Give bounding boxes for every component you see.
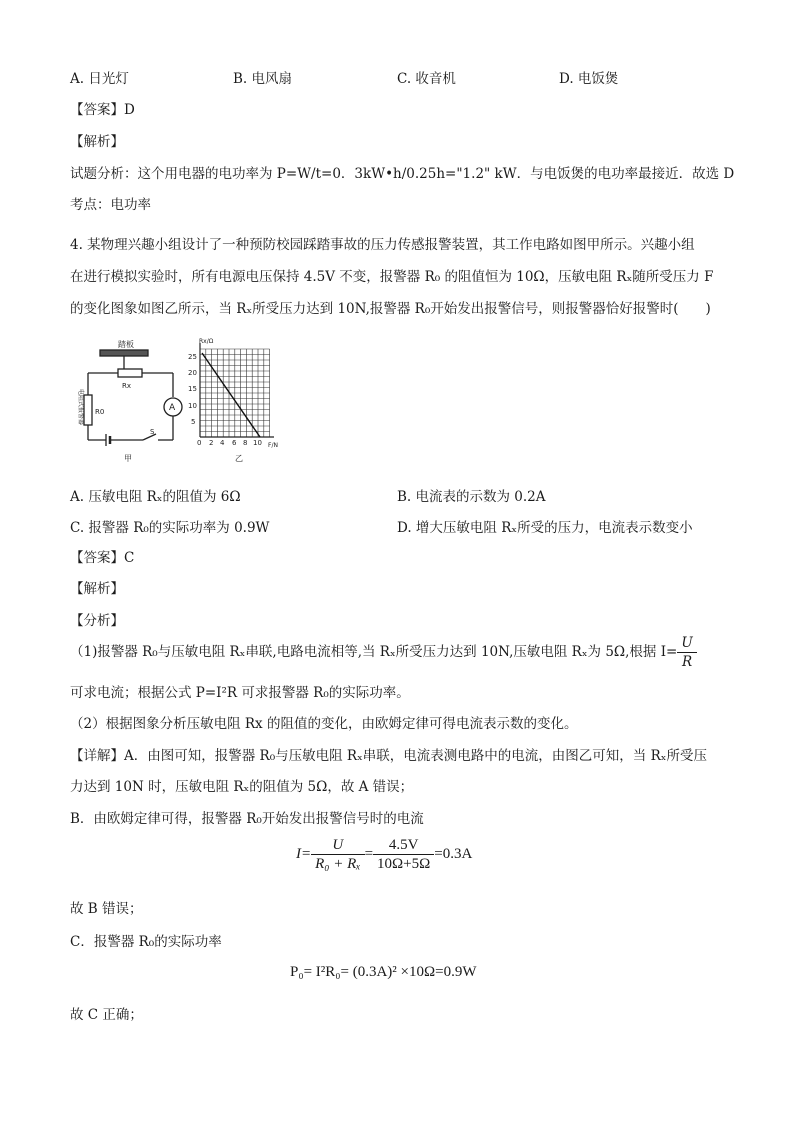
q4-figure xyxy=(78,335,300,465)
q4-option-d: D. 增大压敏电阻 Rₓ所受的压力，电流表示数变小 xyxy=(397,520,693,536)
q4-option-c: C. 报警器 R₀的实际功率为 0.9W xyxy=(70,520,270,536)
part-c-end: 故 C 正确； xyxy=(70,1007,143,1023)
eq1-frac2 xyxy=(373,836,434,873)
fig-jia-label: 甲 xyxy=(124,454,132,463)
x-tick: 4 xyxy=(220,439,225,447)
q4-answer: 【答案】C xyxy=(70,550,135,566)
option-a: A. 日光灯 xyxy=(70,71,129,87)
eq1-num2: 4.5V xyxy=(373,836,434,855)
q3-analysis-text: 试题分析：这个用电器的电功率为 P=W/t=0．3kW•h/0.25h="1.2" kW．与电饭煲的电功率最接近．故选 D xyxy=(70,166,735,182)
part-b-heading: B．由欧姆定律可得，报警器 R₀开始发出报警信号时的电流 xyxy=(70,811,424,827)
x-tick: 0 xyxy=(197,439,202,447)
plate-shape xyxy=(100,350,148,356)
eq1-equals: = xyxy=(364,845,374,862)
frac-denominator: R xyxy=(681,654,693,670)
q3-answer: 【答案】D xyxy=(70,102,135,118)
rx-label: Rx xyxy=(122,382,132,390)
q3-analysis-heading: 【解析】 xyxy=(70,134,124,150)
y-tick: 15 xyxy=(188,385,197,393)
option-b: B. 电风扇 xyxy=(233,71,293,87)
eq1-lhs: I= xyxy=(296,845,312,862)
eq1-den: R₀ + Rₓ xyxy=(315,856,361,872)
part-c-heading: C．报警器 R₀的实际功率 xyxy=(70,934,222,950)
q4-stem-line2: 在进行模拟实验时，所有电源电压保持 4.5V 不变，报警器 R₀ 的阻值恒为 10Ω，压敏电阻 Rₓ随所受压力 F xyxy=(70,269,714,285)
q4-fenxi-heading: 【分析】 xyxy=(70,613,124,629)
plate-label: 踏板 xyxy=(118,340,134,349)
frac-numerator: U xyxy=(677,634,696,653)
y-tick: 20 xyxy=(188,369,197,377)
option-d: D. 电饭煲 xyxy=(559,71,619,87)
equation-power: P₀= I²R₀= (0.3A)² ×10Ω=0.9W xyxy=(290,964,477,980)
eq1-frac1 xyxy=(311,836,364,873)
x-tick: 2 xyxy=(209,439,214,447)
y-axis-label: Rx/Ω xyxy=(199,338,214,345)
eq1-num: U xyxy=(311,836,364,855)
x-tick: 8 xyxy=(243,439,248,447)
y-tick: 10 xyxy=(188,402,197,410)
fenxi-line1-text: （1)报警器 R₀与压敏电阻 Rₓ串联,电路电流相等,当 Rₓ所受压力达到 10N,压敏电阻 Rₓ为 5Ω,根据 I= xyxy=(70,644,678,660)
q4-stem-line1: 4. 某物理兴趣小组设计了一种预防校园踩踏事故的压力传感报警装置，其工作电路如图甲所示。兴趣小组 xyxy=(70,237,695,253)
r0-resistor xyxy=(84,395,92,425)
equation-current xyxy=(296,836,472,873)
ammeter-label: A xyxy=(169,403,176,413)
q4-stem-line3: 的变化图象如图乙所示，当 Rₓ所受压力达到 10N,报警器 R₀开始发出报警信号，则报警器恰好报警时( ) xyxy=(70,301,711,317)
fenxi-line1b: 可求电流；根据公式 P=I²R 可求报警器 R₀的实际功率。 xyxy=(70,685,410,701)
x-tick: 10 xyxy=(253,439,262,447)
q4-analysis-heading: 【解析】 xyxy=(70,581,124,597)
eq1-den2: 10Ω+5Ω xyxy=(377,856,431,872)
x-axis-label: F/N xyxy=(268,442,278,449)
xiangjie-line2: 力达到 10N 时，压敏电阻 Rₓ的阻值为 5Ω，故 A 错误； xyxy=(70,779,414,795)
alarm-label: 电阻式报警器 xyxy=(77,389,84,426)
y-tick: 5 xyxy=(191,418,196,426)
q4-option-a: A. 压敏电阻 Rₓ的阻值为 6Ω xyxy=(70,489,241,505)
switch-label: S xyxy=(150,428,155,436)
fraction-u-over-r xyxy=(677,634,696,671)
fenxi-line2: （2）根据图象分析压敏电阻 Rx 的阻值的变化，由欧姆定律可得电流表示数的变化。 xyxy=(70,716,578,732)
x-tick: 6 xyxy=(232,439,237,447)
q3-keypoint: 考点：电功率 xyxy=(70,197,151,213)
xiangjie-line1: 【详解】A．由图可知，报警器 R₀与压敏电阻 Rₓ串联，电流表测电路中的电流，由图乙可知，当 Rₓ所受压 xyxy=(70,748,707,764)
r0-label: R0 xyxy=(95,408,105,416)
fenxi-line1 xyxy=(70,634,697,671)
part-b-end: 故 B 错误； xyxy=(70,901,143,917)
rx-force-graph xyxy=(200,343,274,437)
q4-option-b: B. 电流表的示数为 0.2A xyxy=(397,489,546,505)
circuit-diagram xyxy=(84,350,182,446)
eq1-result: =0.3A xyxy=(434,845,473,862)
fig-yi-label: 乙 xyxy=(235,454,243,463)
y-tick: 25 xyxy=(188,353,197,361)
option-c: C. 收音机 xyxy=(397,71,456,87)
rx-resistor xyxy=(118,369,142,377)
